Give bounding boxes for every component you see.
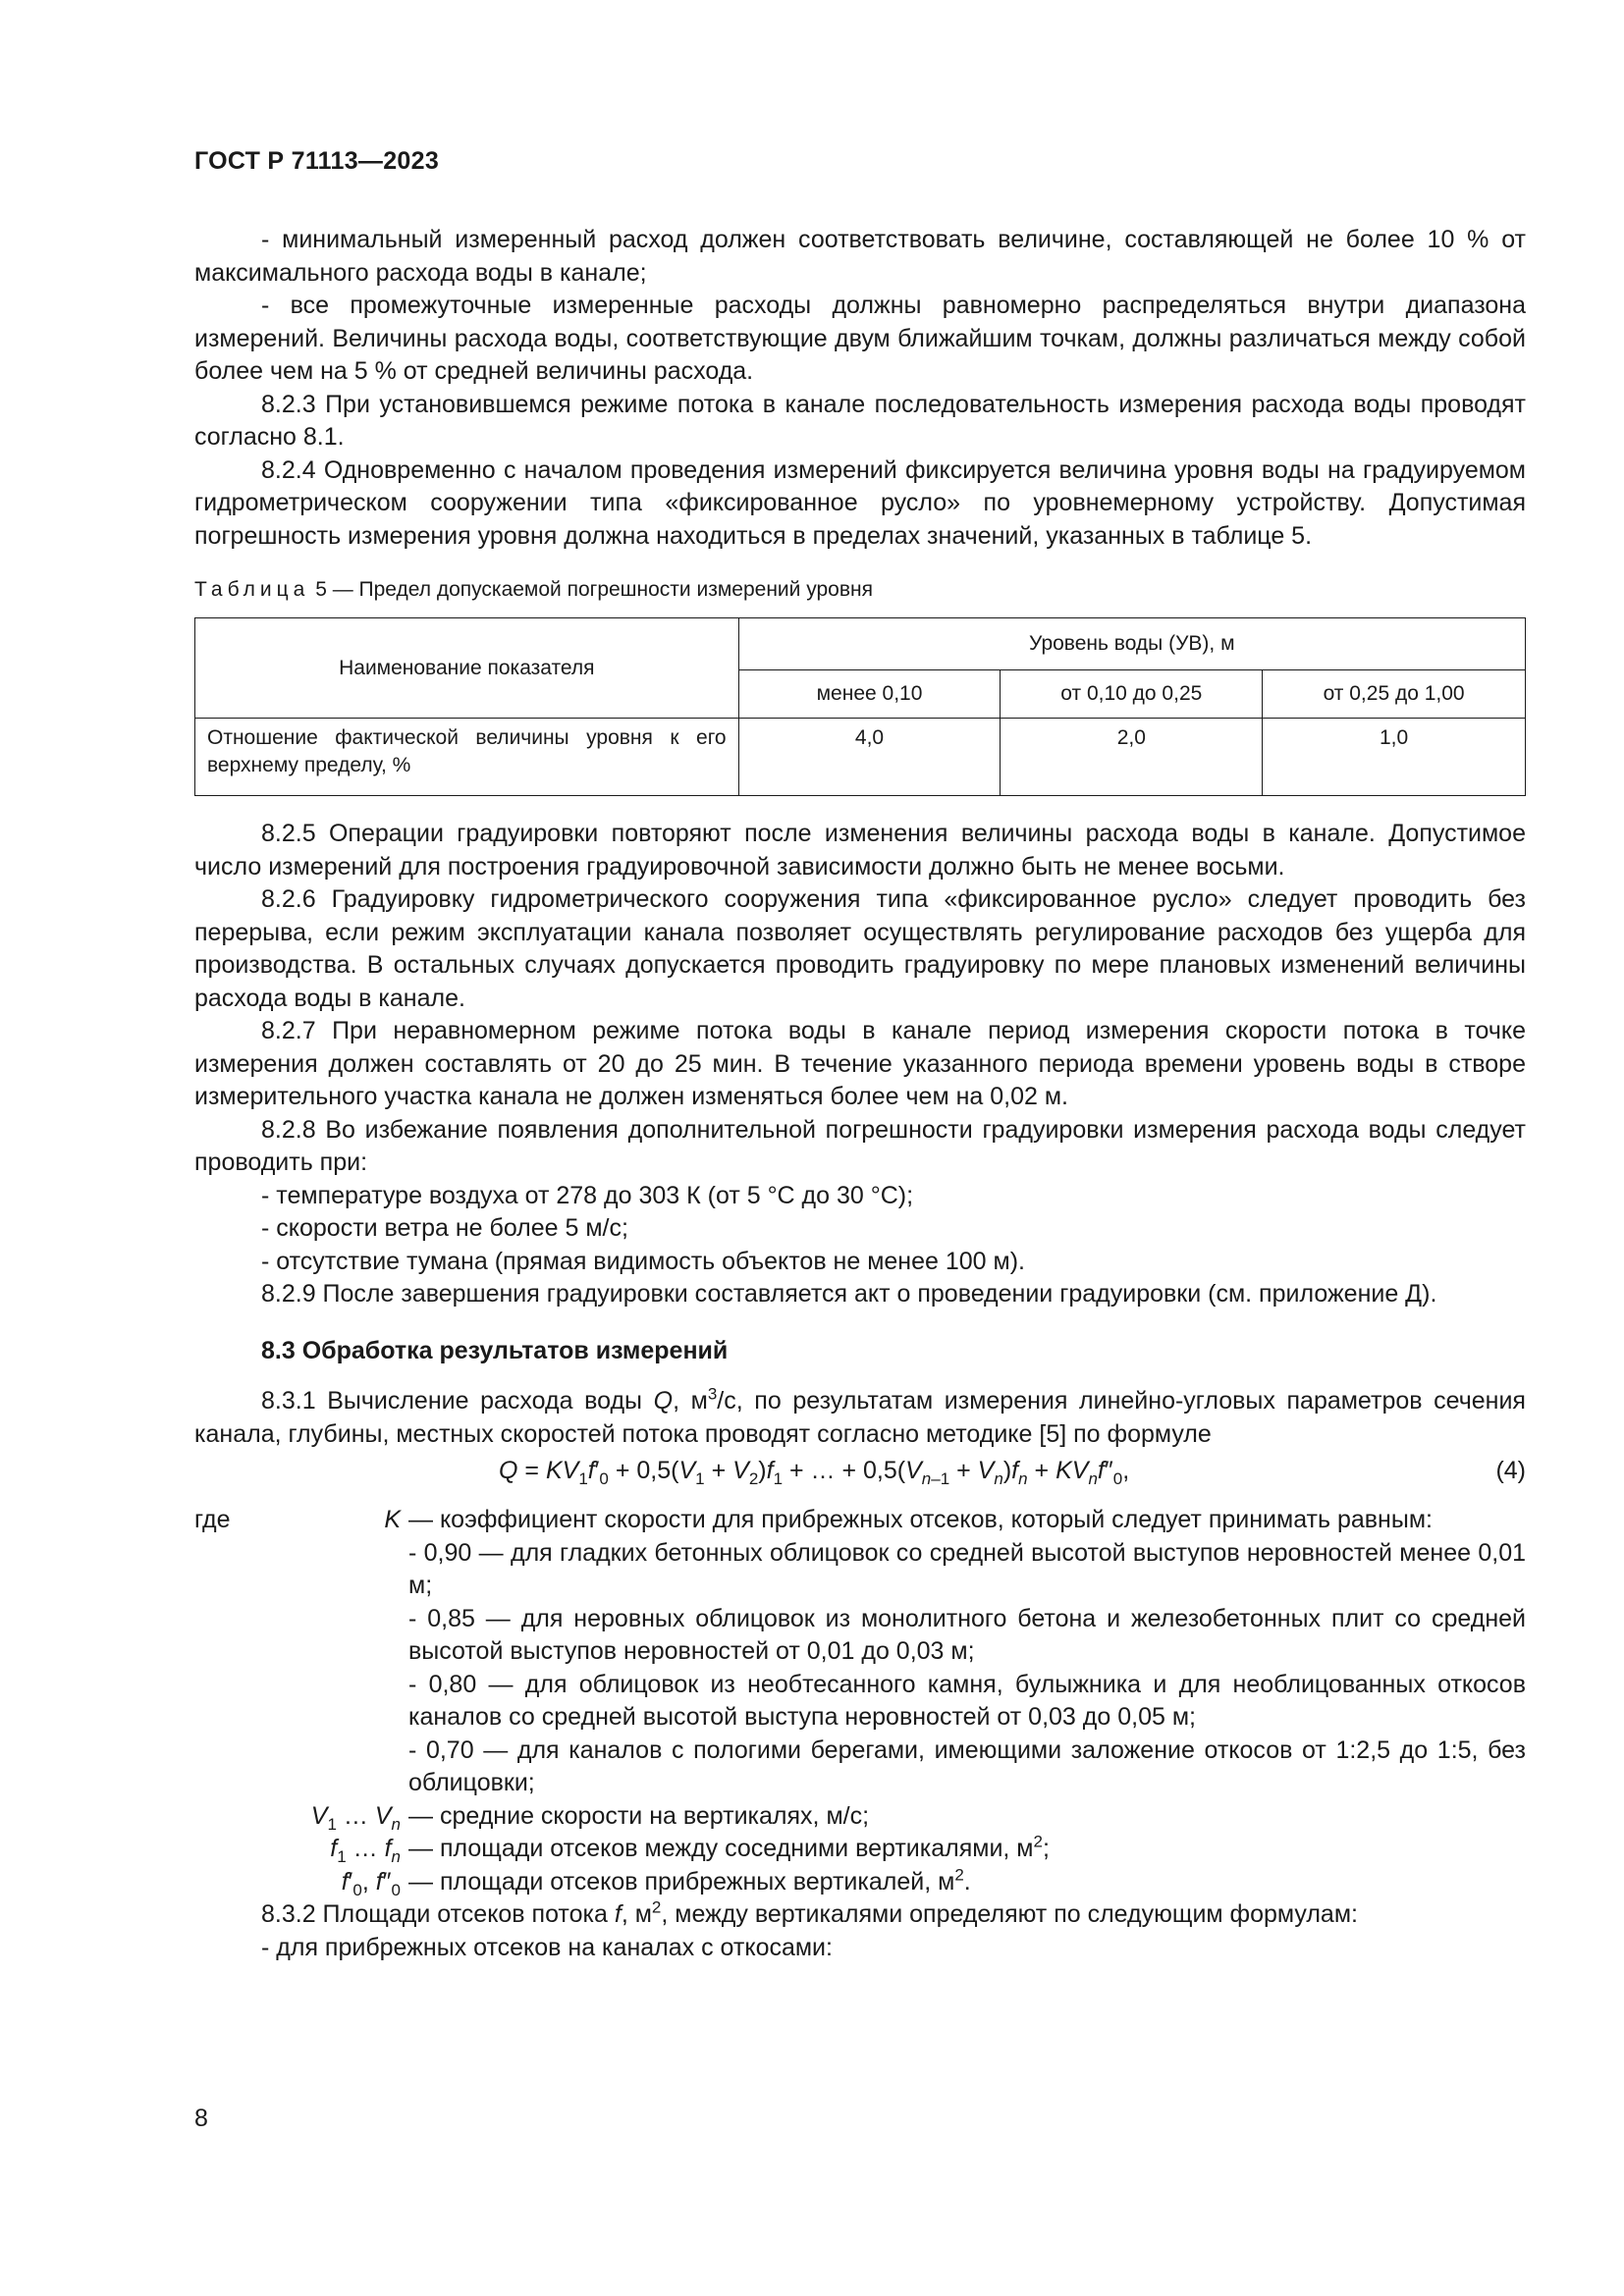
definitions bbox=[194, 1504, 1526, 1898]
definition-f0: $f'_0$, $f''_0$ — площади отсеков прибрежных вертикалей, $м^2$. bbox=[341, 1865, 971, 1899]
list-item: - отсутствие тумана (прямая видимость объектов не менее 100 м). bbox=[261, 1247, 1025, 1275]
list-item: - температуре воздуха от 278 до 303 К (от 5 °С до 30 °С); bbox=[261, 1181, 914, 1209]
table-subheader: от 0,10 до 0,25 bbox=[1001, 670, 1263, 719]
paragraph-8-2-4: 8.2.4 Одновременно с началом проведения измерений фиксируется величина уровня воды на градуируемом гидрометрическом сооружении типа «фиксированное русло» по уровнемерному устройству. Допустимая погрешность измерения уровня должна находиться в пределах значений, указанных в таблице 5. bbox=[194, 455, 1526, 550]
where-label: где bbox=[194, 1506, 231, 1533]
k-value-item: - 0,85 — для неровных облицовок из монолитного бетона и железобетонных плит со средней высотой выступов неровностей от 0,01 до 0,03 м; bbox=[408, 1604, 1526, 1665]
table-subheader: от 0,25 до 1,00 bbox=[1263, 670, 1526, 719]
definition-k: где K — коэффициент скорости для прибрежных отсеков, который следует принимать равным: bbox=[194, 1504, 1526, 1537]
paragraph-8-2-5: 8.2.5 Операции градуировки повторяют после изменения величины расхода воды в канале. Допустимое число измерений для построения градуировочной зависимости должно быть не менее восьми. bbox=[194, 820, 1526, 881]
table-5 bbox=[194, 617, 1526, 796]
table-caption bbox=[194, 576, 1526, 604]
list-item: - минимальный измеренный расход должен соответствовать величине, составляющей не более 10 % от максимального расхода воды в канале; bbox=[194, 226, 1526, 287]
table-caption-label: Таблица bbox=[194, 578, 310, 601]
paragraph-8-2-6: 8.2.6 Градуировку гидрометрического сооружения типа «фиксированное русло» следует проводить без перерыва, если режим эксплуатации канала позволяет осуществлять регулирование расходов без ущерба для производства. В остальных случаях допускается проводить градуировку по мере плановых изменений величины расхода воды в канале. bbox=[194, 885, 1526, 1012]
table-caption-title: 5 — Предел допускаемой погрешности измерений уровня bbox=[315, 578, 873, 601]
table-subheader: менее 0,10 bbox=[738, 670, 1001, 719]
list-item: - все промежуточные измеренные расходы должны равномерно распределяться внутри диапазона измерений. Величины расхода воды, соответствующие двум ближайшим точкам, должны различаться между собой более чем на 5 % от средней величины расхода. bbox=[194, 292, 1526, 385]
formula-4 bbox=[194, 1455, 1526, 1494]
k-value-item: - 0,90 — для гладких бетонных облицовок со средней высотой выступов неровностей менее 0,01 м; bbox=[408, 1538, 1526, 1599]
table-header-group: Уровень воды (УВ), м bbox=[738, 618, 1525, 670]
page-number: 8 bbox=[194, 2105, 208, 2132]
paragraph-8-2-7: 8.2.7 При неравномерном режиме потока воды в канале период измерения скорости потока в точке измерения должен составлять от 20 до 25 мин. В течение указанного периода времени уровень воды в створе измерительного участка канала не должен изменяться более чем на 0,02 м. bbox=[194, 1017, 1526, 1110]
k-value-item: - 0,70 — для каналов с пологими берегами, имеющими заложение откосов от 1:2,5 до 1:5, без облицовки; bbox=[408, 1735, 1526, 1796]
paragraph-8-2-9: 8.2.9 После завершения градуировки составляется акт о проведении градуировки (см. приложение Д). bbox=[261, 1280, 1437, 1308]
k-value-item: - 0,80 — для облицовок из необтесанного камня, булыжника и для необлицованных откосов каналов со средней высотой выступа неровностей от 0,03 до 0,05 м; bbox=[408, 1670, 1526, 1731]
table-cell: 2,0 bbox=[1001, 719, 1263, 796]
paragraph-8-3-1: 8.3.1 Вычисление расхода воды Q, $м^3/с$, по результатам измерения линейно-угловых параметров сечения канала, глубины, местных скоростей потока проводят согласно методике [5] по формуле bbox=[194, 1384, 1526, 1448]
section-title-8-3: 8.3 Обработка результатов измерений bbox=[261, 1336, 729, 1364]
list-item: - для прибрежных отсеков на каналах с откосами: bbox=[261, 1933, 833, 1961]
list-item: - скорости ветра не более 5 м/с; bbox=[261, 1214, 628, 1242]
table-cell: 4,0 bbox=[738, 719, 1001, 796]
table-header-name: Наименование показателя bbox=[195, 618, 739, 719]
document-code: ГОСТ Р 71113—2023 bbox=[194, 147, 440, 175]
paragraph-8-2-8: 8.2.8 Во избежание появления дополнительной погрешности градуировки измерения расхода воды следует проводить при: bbox=[194, 1115, 1526, 1176]
paragraph-8-2-3: 8.2.3 При установившемся режиме потока в канале последовательность измерения расхода воды проводят согласно 8.1. bbox=[194, 390, 1526, 451]
definition-v: $V_1$ … $V_n$ — средние скорости на вертикалях, м/с; bbox=[310, 1801, 870, 1834]
formula-expression: $Q = KV_1f'_0 + 0,5(V_1 + V_2)f_1$ + … + $0,5(V_{n-1} + V_n)f_n + KV_nf''_0$, bbox=[499, 1457, 1130, 1488]
document-body bbox=[194, 224, 1526, 1964]
table-cell: 1,0 bbox=[1263, 719, 1526, 796]
definition-f: $f_1$ … $f_n$ — площади отсеков между соседними вертикалями, $м^2$; bbox=[330, 1832, 1050, 1866]
formula-number: (4) bbox=[1495, 1457, 1526, 1484]
paragraph-8-3-2: 8.3.2 Площади отсеков потока f, $м^2$, между вертикалями определяют по следующим формулам: bbox=[261, 1897, 1358, 1928]
table-row-label: Отношение фактической величины уровня к его верхнему пределу, % bbox=[195, 719, 739, 796]
